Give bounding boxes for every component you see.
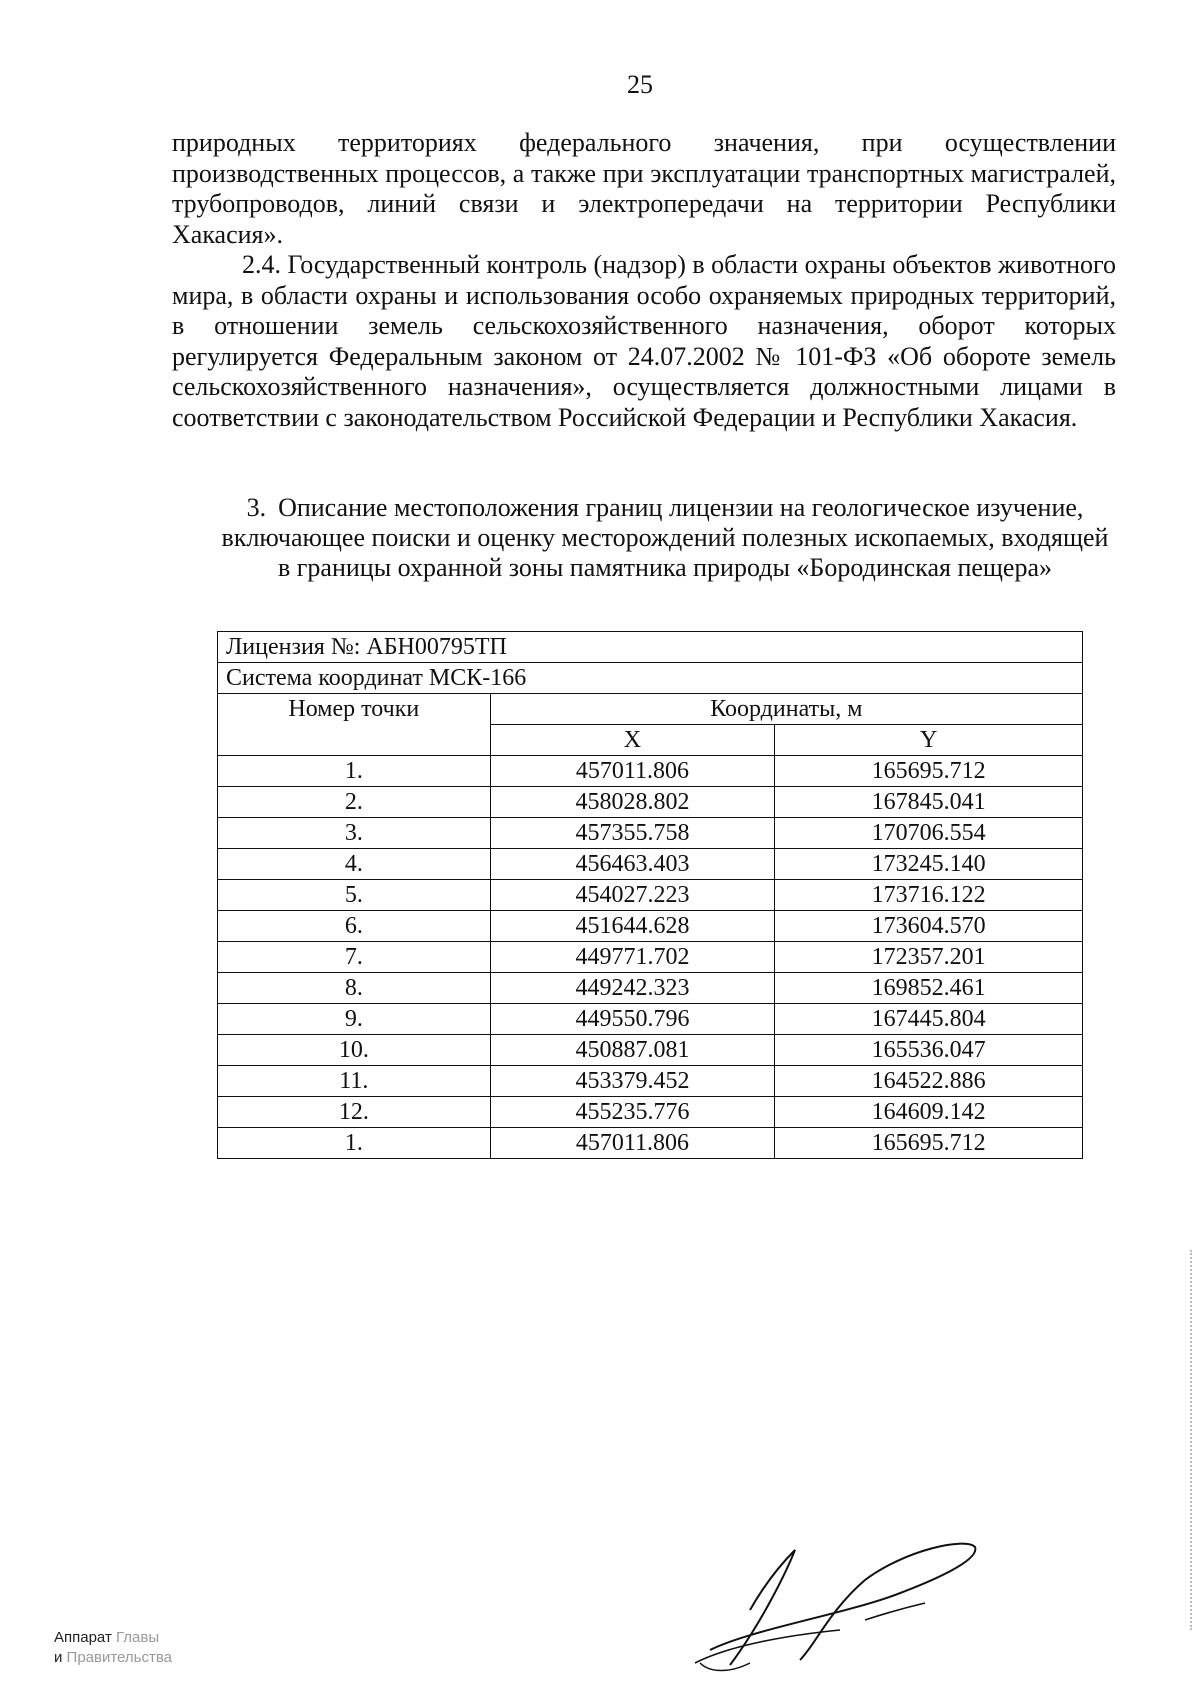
- x-cell: 449242.323: [490, 973, 775, 1004]
- x-cell: 456463.403: [490, 849, 775, 880]
- y-cell: 170706.554: [775, 818, 1083, 849]
- table-row: [218, 818, 1083, 849]
- header-x: X: [490, 725, 775, 756]
- x-cell: 451644.628: [490, 911, 775, 942]
- point-number-cell: 2.: [218, 787, 491, 818]
- section-heading-line-3: в границы охранной зоны памятника природы «Бородинская пещера»: [277, 553, 1052, 582]
- x-cell: 457011.806: [490, 756, 775, 787]
- point-number-cell: 5.: [218, 880, 491, 911]
- table-row: [218, 1004, 1083, 1035]
- coord-system-cell: Система координат МСК-166: [218, 663, 1083, 694]
- y-cell: 167845.041: [775, 787, 1083, 818]
- x-cell: 453379.452: [490, 1066, 775, 1097]
- coordinates-table: [217, 631, 1083, 1159]
- point-number-cell: 3.: [218, 818, 491, 849]
- y-cell: 165695.712: [775, 1128, 1083, 1159]
- point-number-cell: 7.: [218, 942, 491, 973]
- y-cell: 165536.047: [775, 1035, 1083, 1066]
- table-row: [218, 911, 1083, 942]
- x-cell: 458028.802: [490, 787, 775, 818]
- point-number-cell: 11.: [218, 1066, 491, 1097]
- signature: [690, 1535, 990, 1675]
- table-row: [218, 1066, 1083, 1097]
- header-y: Y: [775, 725, 1083, 756]
- point-number-cell: 9.: [218, 1004, 491, 1035]
- table-row: [218, 1035, 1083, 1066]
- header-point-number: Номер точки: [218, 694, 491, 756]
- y-cell: 173716.122: [775, 880, 1083, 911]
- footer-stamp-line-1: Аппарат Главы: [54, 1629, 160, 1646]
- scan-edge-artifact: [1190, 1250, 1194, 1630]
- table-row: [218, 973, 1083, 1004]
- table-row: [218, 942, 1083, 973]
- y-cell: 167445.804: [775, 1004, 1083, 1035]
- section-heading-line-1: 3. Описание местоположения границ лицензии на геологическое изучение,: [246, 493, 1084, 522]
- table-row: [218, 1097, 1083, 1128]
- table-row: [218, 849, 1083, 880]
- x-cell: 457011.806: [490, 1128, 775, 1159]
- y-cell: 165695.712: [775, 756, 1083, 787]
- y-cell: 169852.461: [775, 973, 1083, 1004]
- y-cell: 164609.142: [775, 1097, 1083, 1128]
- license-cell: Лицензия №: АБН00795ТП: [218, 632, 1083, 663]
- point-number-cell: 6.: [218, 911, 491, 942]
- x-cell: 449771.702: [490, 942, 775, 973]
- point-number-cell: 12.: [218, 1097, 491, 1128]
- x-cell: 455235.776: [490, 1097, 775, 1128]
- table-row: [218, 756, 1083, 787]
- table-row: [218, 787, 1083, 818]
- y-cell: 173604.570: [775, 911, 1083, 942]
- point-number-cell: 10.: [218, 1035, 491, 1066]
- footer-stamp: [54, 1628, 172, 1668]
- table-row: [218, 1128, 1083, 1159]
- footer-stamp-line-2: и Правительства: [54, 1649, 172, 1666]
- header-coordinates: Координаты, м: [490, 694, 1082, 725]
- table-row: [218, 880, 1083, 911]
- paragraph-2-4: 2.4. Государственный контроль (надзор) в области охраны объектов животного мира, в области охраны и использования особо охраняемых природных территорий, в отношении земель сельскохозяйственного назначения, оборот которых регулируется Федеральным законом от 24.07.2002 № 101-ФЗ «Об обороте земель сельскохозяйственного назначения», осуществляется должностными лицами в соответствии с законодательством Российской Федерации и Республики Хакасия.: [172, 250, 1116, 432]
- x-cell: 454027.223: [490, 880, 775, 911]
- y-cell: 172357.201: [775, 942, 1083, 973]
- point-number-cell: 1.: [218, 1128, 491, 1159]
- x-cell: 450887.081: [490, 1035, 775, 1066]
- paragraph-continuation: природных территориях федерального значения, при осуществлении производственных процессов, а также при эксплуатации транспортных магистралей, трубопроводов, линий связи и электропередачи на территории Республики Хакасия».: [172, 128, 1116, 249]
- y-cell: 164522.886: [775, 1066, 1083, 1097]
- section-number: 3.: [246, 493, 267, 522]
- x-cell: 457355.758: [490, 818, 775, 849]
- point-number-cell: 8.: [218, 973, 491, 1004]
- section-heading-line-2: включающее поиски и оценку месторождений полезных ископаемых, входящей: [221, 523, 1109, 552]
- point-number-cell: 4.: [218, 849, 491, 880]
- x-cell: 449550.796: [490, 1004, 775, 1035]
- section-heading: [200, 493, 1130, 583]
- point-number-cell: 1.: [218, 756, 491, 787]
- y-cell: 173245.140: [775, 849, 1083, 880]
- page-number: 25: [627, 70, 653, 99]
